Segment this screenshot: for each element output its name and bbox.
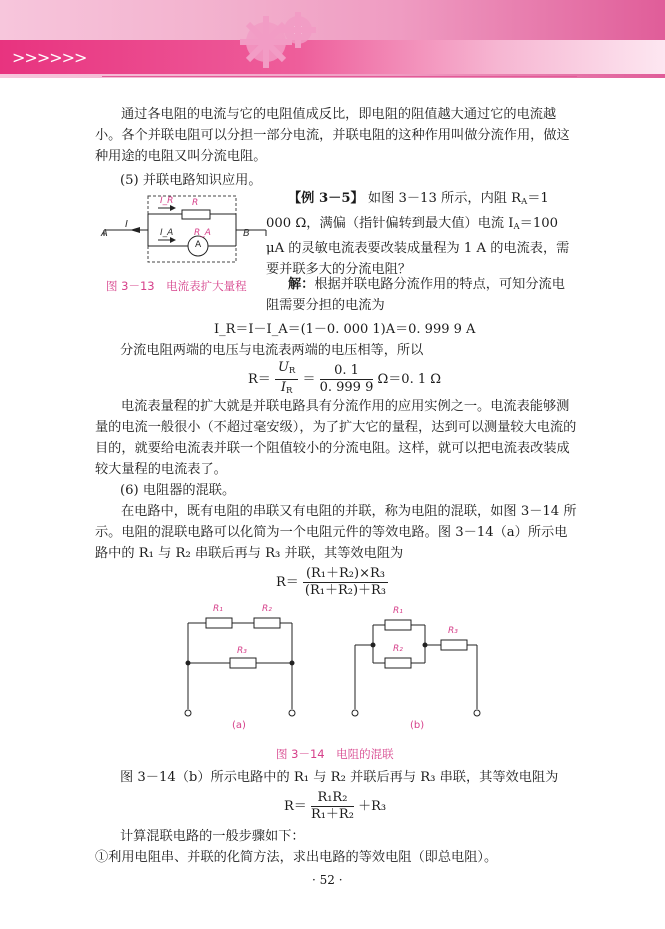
paragraph-steps: 计算混联电路的一般步骤如下： xyxy=(120,829,305,844)
eq2-d2: 0. 999 9 xyxy=(319,380,374,395)
gear-icon xyxy=(228,0,328,80)
eq2-frac-2 xyxy=(320,363,374,396)
eq4-den: R₁＋R₂ xyxy=(310,807,354,822)
fig13-meter-label: A xyxy=(195,240,202,250)
eq4-frac xyxy=(311,790,354,823)
fig14b-R1: R₁ xyxy=(393,606,403,616)
fig14a-R3: R₃ xyxy=(237,646,247,656)
equation-mixed-b xyxy=(284,790,386,823)
fig13-label-IR: I_R xyxy=(160,196,174,206)
eq3-den: (R₁＋R₂)＋R₃ xyxy=(304,583,387,598)
item-5-heading: (5) 并联电路知识应用。 xyxy=(120,173,262,188)
fig14a-R1: R₁ xyxy=(213,604,223,614)
eq2-n2: 0. 1 xyxy=(320,363,374,380)
example-3-5 xyxy=(266,188,576,280)
chevron-decoration: >>>>>> xyxy=(12,48,87,67)
example-label: 【例 3－5】 xyxy=(288,191,364,206)
solution-label: 解： xyxy=(288,277,315,292)
solution xyxy=(266,274,576,316)
eq2-lhs: R＝ xyxy=(248,372,271,387)
eq3-lhs: R＝ xyxy=(276,575,299,590)
step-1: ①利用电阻串、并联的化简方法，求出电路的等效电阻（即总电阻）。 xyxy=(95,850,498,865)
figure-3-14a xyxy=(180,605,300,720)
example-sub-b: A xyxy=(513,222,520,232)
eq3-frac xyxy=(303,566,388,599)
fig13-caption: 图 3－13 电流表扩大量程 xyxy=(106,279,247,293)
header-rule xyxy=(102,76,577,77)
eq2-d1sub: R xyxy=(285,386,293,396)
paragraph-b: 图 3－14（b）所示电路中的 R₁ 与 R₂ 并联后再与 R₃ 串联，其等效电阻为 xyxy=(120,770,559,785)
paragraph-shunt-intro: 通过各电阻的电流与它的电阻值成反比，即电阻的阻值越大通过它的电流越小。各个并联电阻可以分担一部分电流，并联电阻的这种作用叫做分流作用，做这种用途的电阻又叫分流电阻。 xyxy=(95,107,570,164)
eq4-rhs: ＋R₃ xyxy=(358,799,387,814)
fig14a-label: (a) xyxy=(232,720,246,731)
fig14b-R2: R₂ xyxy=(393,644,403,654)
paragraph-range: 电流表量程的扩大就是并联电路具有分流作用的应用实例之一。电流表能够测量的电流一般很小（不超过毫安级），为了扩大它的量程，达到可以测量较大电流的目的，就要给电流表并联一个阻值较小的分流电阻。这样，就可以把电流表改装成较大量程的电流表了。 xyxy=(95,399,577,477)
fig14b-label: (b) xyxy=(410,720,425,731)
fig14-caption: 图 3－14 电阻的混联 xyxy=(276,747,394,761)
example-text-c: ＝100 μA 的灵敏电流表要改装成量程为 1 A 的电流表，需要并联多大的分流电阻？ xyxy=(266,216,570,277)
page-number: · 52 · xyxy=(312,873,343,887)
solution-text: 根据并联电路分流作用的特点，可知分流电阻需要分担的电流为 xyxy=(266,277,565,313)
eq4-num: R₁R₂ xyxy=(311,790,354,807)
eq2-mid: ＝ xyxy=(302,372,316,387)
eq2-frac-1 xyxy=(275,360,298,399)
fig13-label-R: R xyxy=(192,198,199,208)
fig14a-R2: R₂ xyxy=(262,604,272,614)
paragraph-mixed: 在电路中，既有电阻的串联又有电阻的并联，称为电阻的混联，如图 3－14 所示。电阻的混联电路可以化简为一个电阻元件的等效电路。图 3－14（a）所示电路中的 R₁ 与 R₂ 串联后再与 R₃ 并联，其等效电阻为 xyxy=(95,504,577,561)
fig13-label-IA: I_A xyxy=(160,228,174,238)
item-6-heading: (6) 电阻器的混联。 xyxy=(120,483,236,498)
example-sub-a: A xyxy=(521,197,528,207)
fig13-label-B: B xyxy=(243,228,250,239)
fig14b-R3: R₃ xyxy=(448,626,458,636)
fig13-label-RA: R_A xyxy=(194,228,211,238)
fig13-label-I: I xyxy=(125,219,128,230)
eq2-n1: U xyxy=(277,360,289,375)
eq2-d1: I xyxy=(280,380,286,395)
fig13-label-A: A xyxy=(101,228,108,239)
paragraph-voltage: 分流电阻两端的电压与电流表两端的电压相等，所以 xyxy=(120,343,424,358)
equation-shunt-current: I_R＝I－I_A＝(1－0. 000 1)A＝0. 999 9 A xyxy=(214,322,476,337)
example-text-b: ＝1 000 Ω，满偏（指针偏转到最大值）电流 I xyxy=(266,191,549,231)
equation-shunt-resistance xyxy=(248,360,441,399)
example-text-a: 如图 3－13 所示，内阻 R xyxy=(367,191,522,206)
equation-mixed-a xyxy=(276,566,388,599)
header-strip xyxy=(0,40,665,74)
eq2-rhs: Ω＝0. 1 Ω xyxy=(377,372,442,387)
eq4-lhs: R＝ xyxy=(284,799,307,814)
figure-3-14b xyxy=(345,605,485,720)
eq3-num: (R₁＋R₂)×R₃ xyxy=(303,566,388,583)
eq2-n1sub: R xyxy=(288,366,296,376)
